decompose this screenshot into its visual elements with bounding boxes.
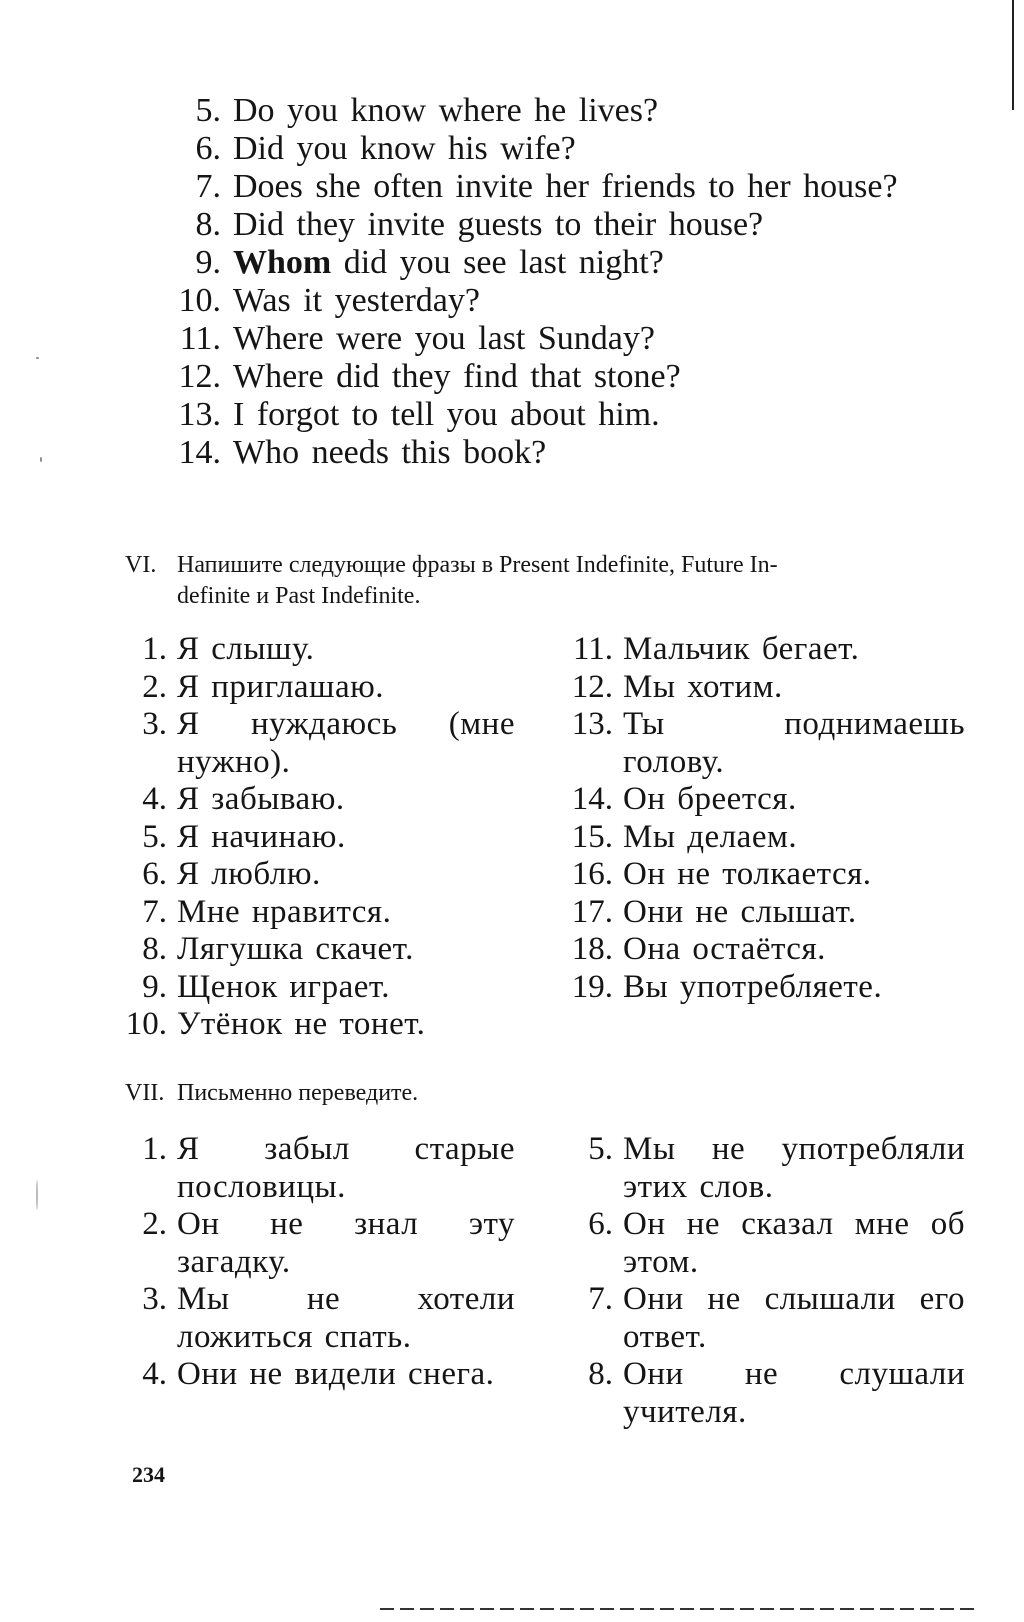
- list-item: [555, 631, 965, 669]
- item-number: 6.: [195, 130, 221, 167]
- item-number: 5.: [195, 92, 221, 129]
- item-number: 10.: [178, 282, 221, 319]
- list-item: [125, 969, 515, 1007]
- item-text-rest: did you see last night?: [331, 244, 664, 281]
- item-number: 7.: [195, 168, 221, 205]
- item-text: Who needs this book?: [233, 434, 547, 471]
- item-text: Мальчик бегает.: [623, 631, 860, 667]
- section-number: VII.: [125, 1080, 165, 1106]
- item-number: 12.: [571, 668, 613, 705]
- list-item: [155, 168, 965, 206]
- item-number: 6.: [588, 1206, 613, 1242]
- item-number: 16.: [571, 856, 613, 892]
- item-text: Лягушка скачет.: [177, 931, 414, 967]
- item-number: 5.: [142, 818, 167, 855]
- list-item: [125, 1281, 515, 1356]
- scan-speck: [36, 1180, 38, 1210]
- item-text: Она остаётся.: [623, 931, 826, 967]
- item-text: Он не знал эту загадку.: [177, 1206, 515, 1280]
- item-number: 2.: [142, 668, 167, 705]
- list-item: [155, 244, 965, 282]
- exercise-column-left: [125, 631, 515, 1044]
- translation-column-left: [125, 1131, 515, 1394]
- list-item: [555, 894, 965, 932]
- item-text: Мы не употребляли этих слов.: [623, 1131, 965, 1205]
- item-text: Я начинаю.: [177, 818, 346, 855]
- item-text: Where were you last Sunday?: [233, 320, 655, 357]
- translation-column-right: [555, 1131, 965, 1431]
- item-text: Мы хотим.: [623, 668, 783, 705]
- list-item: [555, 1356, 965, 1431]
- bold-word: Whom: [233, 244, 332, 281]
- item-number: 3.: [142, 706, 167, 742]
- item-text: Вы употребляете.: [623, 968, 883, 1005]
- item-text: Он бреется.: [623, 781, 797, 817]
- item-number: 4.: [142, 1356, 167, 1392]
- list-item: [155, 320, 965, 358]
- item-text: Do you know where he lives?: [233, 92, 659, 129]
- list-item: [555, 781, 965, 819]
- item-number: 9.: [195, 244, 221, 281]
- item-number: 1.: [142, 631, 167, 667]
- item-text: Я люблю.: [177, 856, 321, 892]
- item-number: 15.: [571, 818, 613, 855]
- item-text: Он не сказал мне об этом.: [623, 1206, 965, 1280]
- scan-speck: [36, 357, 39, 359]
- list-item: [125, 1006, 515, 1044]
- item-number: 7.: [142, 893, 167, 930]
- list-item: [125, 631, 515, 669]
- item-text: Они не слушали учителя.: [623, 1356, 965, 1430]
- list-item: [155, 206, 965, 244]
- item-number: 14.: [178, 434, 221, 471]
- item-text: Was it yesterday?: [233, 282, 480, 319]
- list-item: [125, 1206, 515, 1281]
- item-text: Они не слышат.: [623, 893, 857, 930]
- list-item: [555, 706, 965, 781]
- item-text: Where did they find that stone?: [233, 358, 681, 395]
- item-text: Мне нравится.: [177, 893, 392, 930]
- item-text: Я забываю.: [177, 781, 345, 817]
- item-text: Мы не хотели ложиться спать.: [177, 1281, 515, 1355]
- list-item: [155, 358, 965, 396]
- item-text: Я забыл старые пословицы.: [177, 1131, 515, 1205]
- section-heading-vii: [125, 1078, 965, 1109]
- item-number: 13.: [178, 396, 221, 433]
- list-item: [125, 706, 515, 781]
- section-instruction-cont: definite и Past Indefinite.: [177, 583, 421, 609]
- scan-speck: [40, 457, 42, 462]
- item-text: Did you know his wife?: [233, 130, 576, 167]
- item-number: 17.: [571, 893, 613, 930]
- section-instruction: Письменно переведите.: [177, 1080, 419, 1106]
- list-item: [155, 434, 965, 472]
- list-item: [555, 1206, 965, 1281]
- question-list: [155, 92, 965, 472]
- item-text: Они не слышали его ответ.: [623, 1281, 965, 1355]
- list-item: [125, 856, 515, 894]
- page-edge-line: [1012, 0, 1014, 110]
- list-item: [125, 894, 515, 932]
- item-number: 3.: [142, 1281, 167, 1317]
- item-text: Щенок играет.: [177, 968, 391, 1005]
- item-text: Я нуждаюсь (мне нужно).: [177, 706, 515, 780]
- list-item: [125, 931, 515, 969]
- list-item: [155, 130, 965, 168]
- item-number: 8.: [142, 931, 167, 967]
- item-text: Ты поднимаешь голову.: [623, 706, 965, 780]
- item-text: Он не толкается.: [623, 856, 872, 892]
- list-item: [125, 1356, 515, 1394]
- list-item: [125, 781, 515, 819]
- item-number: 18.: [571, 931, 613, 967]
- list-item: [125, 819, 515, 857]
- item-text: Я слышу.: [177, 631, 315, 667]
- list-item: [155, 92, 965, 130]
- list-item: [555, 969, 965, 1007]
- list-item: [125, 1131, 515, 1206]
- list-item: [555, 1131, 965, 1206]
- item-text: Did they invite guests to their house?: [233, 206, 764, 243]
- list-item: [555, 669, 965, 707]
- section-heading-vi: [125, 550, 965, 612]
- item-number: 19.: [571, 968, 613, 1005]
- item-number: 12.: [178, 358, 221, 395]
- list-item: [155, 282, 965, 320]
- item-number: 13.: [571, 706, 613, 742]
- item-number: 4.: [142, 781, 167, 817]
- section-instruction: Напишите следующие фразы в Present Indefinite, Future In-: [177, 552, 778, 578]
- item-number: 5.: [588, 1131, 613, 1167]
- item-text: I forgot to tell you about him.: [233, 396, 660, 433]
- item-number: 14.: [571, 781, 613, 817]
- item-text: Мы делаем.: [623, 818, 798, 855]
- item-text: Does she often invite her friends to her house?: [233, 168, 898, 205]
- list-item: [125, 669, 515, 707]
- item-number: 9.: [142, 968, 167, 1005]
- list-item: [155, 396, 965, 434]
- item-number: 11.: [572, 631, 613, 667]
- item-text: Я приглашаю.: [177, 668, 385, 705]
- item-text: Они не видели снега.: [177, 1356, 495, 1392]
- item-text: [221, 244, 965, 282]
- item-number: 8.: [588, 1356, 613, 1392]
- list-item: [555, 819, 965, 857]
- list-item: [555, 856, 965, 894]
- item-number: 7.: [588, 1281, 613, 1317]
- scan-artifact-line: [380, 1608, 980, 1610]
- page-number: 234: [132, 1462, 165, 1487]
- section-number: VI.: [125, 552, 157, 578]
- item-text: Утёнок не тонет.: [177, 1006, 426, 1042]
- item-number: 11.: [179, 320, 221, 357]
- item-number: 1.: [142, 1131, 167, 1167]
- item-number: 6.: [142, 856, 167, 892]
- item-number: 10.: [125, 1006, 167, 1042]
- item-number: 2.: [142, 1206, 167, 1242]
- list-item: [555, 1281, 965, 1356]
- list-item: [555, 931, 965, 969]
- item-number: 8.: [195, 206, 221, 243]
- exercise-column-right: [555, 631, 965, 1006]
